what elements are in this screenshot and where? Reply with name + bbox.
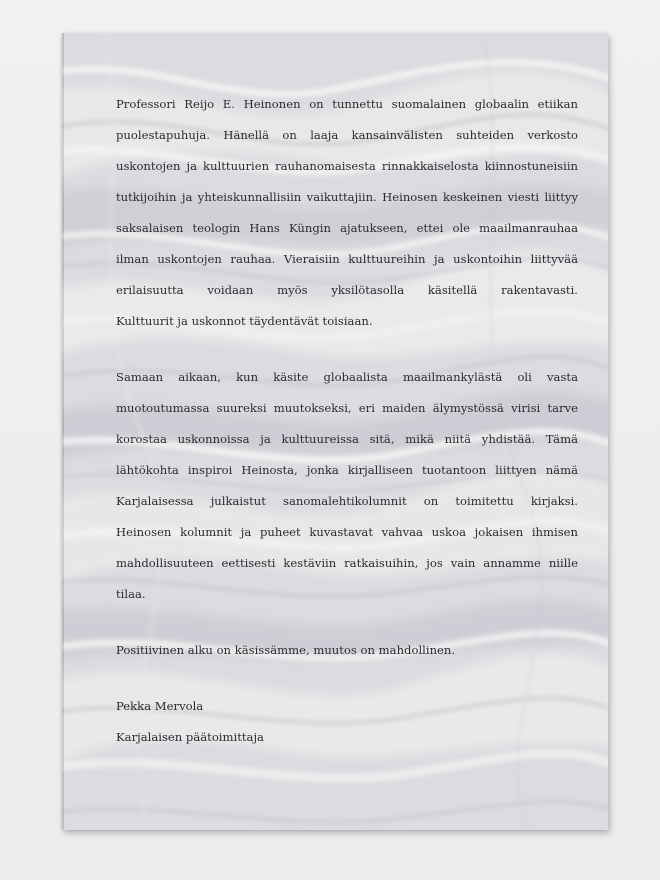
text-line: puolestapuhuja. Hänellä on laaja kansainvälisten suhteiden verkosto [116,128,578,142]
paragraph-intro [116,89,578,337]
signature-name: Pekka Mervola [116,699,204,713]
paragraph-closing [116,635,578,666]
text-line: Kulttuurit ja uskonnot täydentävät toisiaan. [116,314,373,328]
paragraph-background [116,362,578,610]
text-line: Professori Reijo E. Heinonen on tunnettu suomalainen globaalin etiikan [116,97,578,111]
text-line: lähtökohta inspiroi Heinosta, jonka kirjalliseen tuotantoon liittyen nämä [116,463,578,477]
text-line: Heinosen kolumnit ja puheet kuvastavat vahvaa uskoa jokaisen ihmisen [116,525,578,539]
book-back-cover [62,33,608,830]
back-cover-text [116,89,578,753]
text-line: saksalaisen teologin Hans Küngin ajatukseen, ettei ole maailmanrauhaa [116,221,578,235]
text-line: Samaan aikaan, kun käsite globaalista maailmankylästä oli vasta [116,370,578,384]
text-line: muotoutumassa suureksi muutokseksi, eri maiden älymystössä virisi tarve [116,401,578,415]
closing-line: Positiivinen alku on käsissämme, muutos on mahdollinen. [116,643,456,657]
text-line: korostaa uskonnoissa ja kulttuureissa sitä, mikä niitä yhdistää. Tämä [116,432,578,446]
text-line: erilaisuutta voidaan myös yksilötasolla käsitellä rakentavasti. [116,283,578,297]
signature-block [116,691,578,753]
text-line: mahdollisuuteen eettisesti kestäviin ratkaisuihin, jos vain annamme niille [116,556,578,570]
text-line: tutkijoihin ja yhteiskunnallisiin vaikuttajiin. Heinosen keskeinen viesti liittyy [116,190,578,204]
text-line: uskontojen ja kulttuurien rauhanomaisesta rinnakkaiselosta kiinnostuneisiin [116,159,578,173]
text-line: ilman uskontojen rauhaa. Vieraisiin kulttuureihin ja uskontoihin liittyvää [116,252,578,266]
text-line: Karjalaisessa julkaistut sanomalehtikolumnit on toimitettu kirjaksi. [116,494,578,508]
text-line: tilaa. [116,587,146,601]
signature-title: Karjalaisen päätoimittaja [116,730,264,744]
